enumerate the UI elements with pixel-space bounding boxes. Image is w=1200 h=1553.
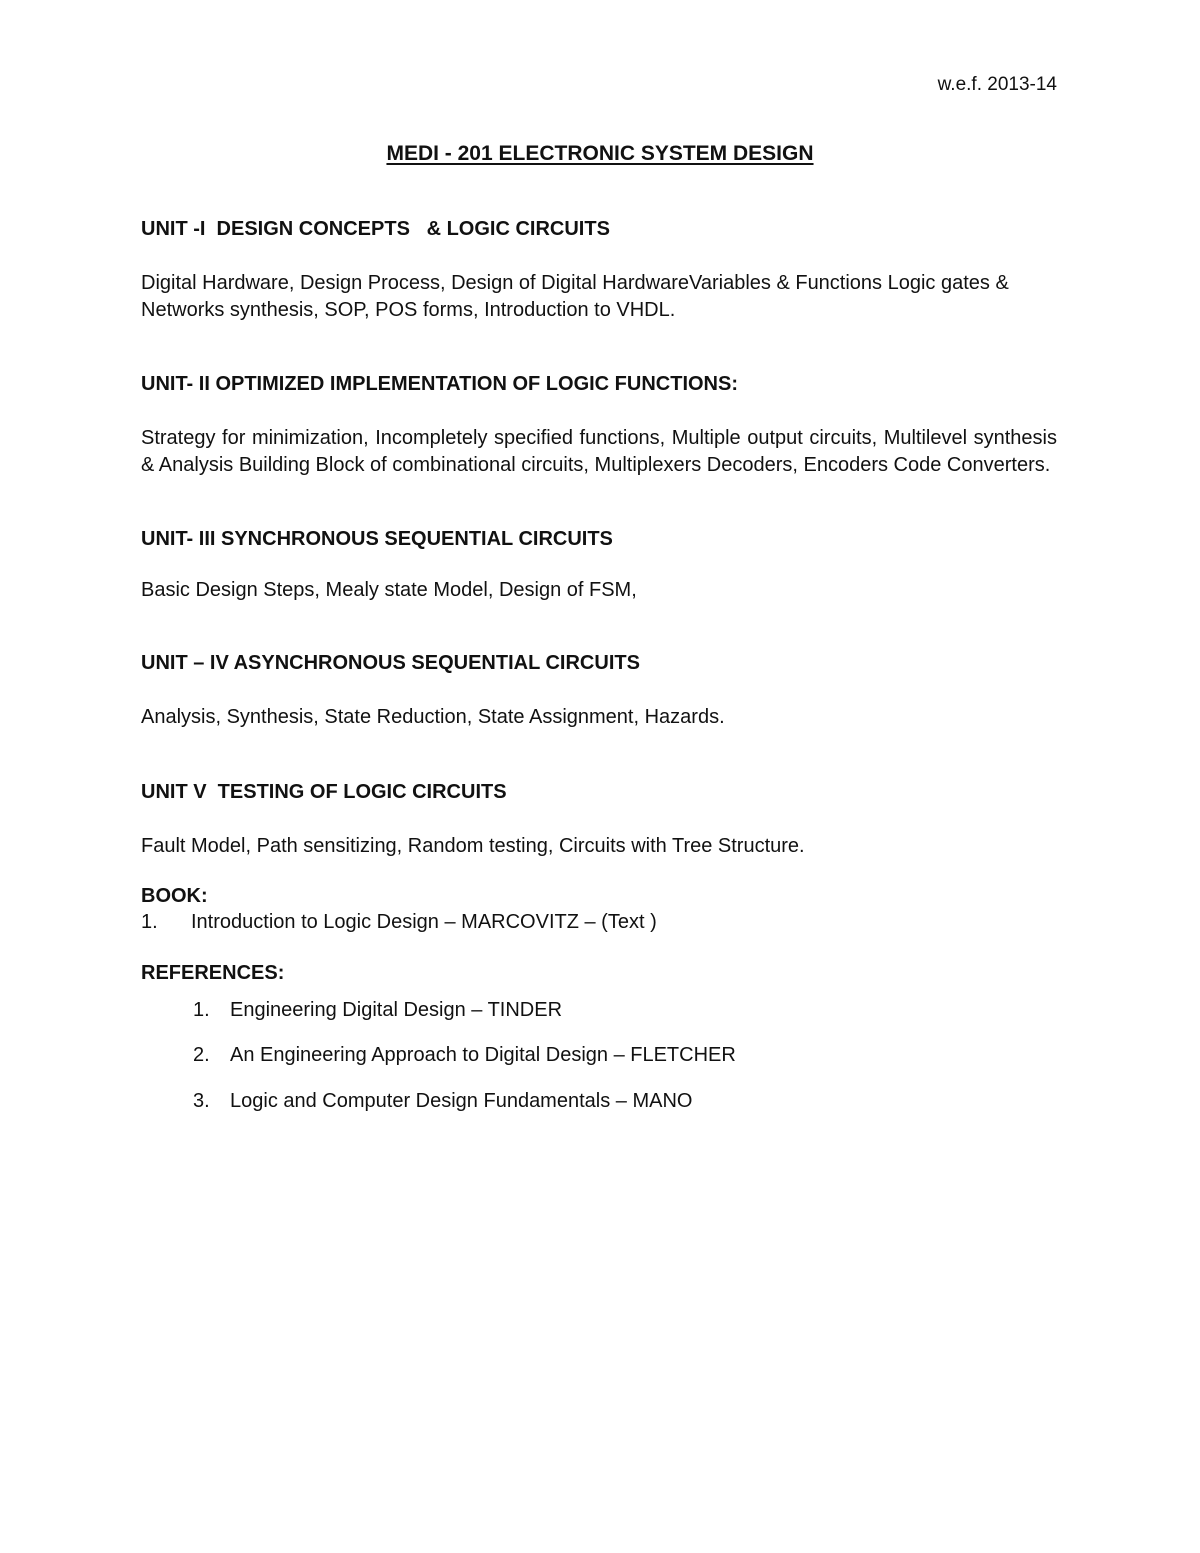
book-item-number: 1. [141,911,158,933]
book-heading-block [141,885,1057,908]
unit-3-body: Basic Design Steps, Mealy state Model, Design of FSM, [141,579,637,601]
unit-1-heading-block [141,218,1057,241]
book-item [141,911,657,934]
unit-1-heading: UNIT -I DESIGN CONCEPTS & LOGIC CIRCUITS [141,218,610,240]
reference-item-number: 3. [193,1090,210,1112]
unit-2-heading: UNIT- II OPTIMIZED IMPLEMENTATION OF LOGIC FUNCTIONS: [141,373,739,395]
unit-4-heading: UNIT – IV ASYNCHRONOUS SEQUENTIAL CIRCUITS [141,652,640,674]
course-title: MEDI - 201 ELECTRONIC SYSTEM DESIGN [386,142,814,165]
reference-item-text: An Engineering Approach to Digital Design – FLETCHER [230,1044,736,1066]
reference-item [193,1044,736,1067]
unit-5-body: Fault Model, Path sensitizing, Random testing, Circuits with Tree Structure. [141,835,805,857]
unit-2-heading-block [141,373,1057,396]
references-heading-block [141,962,1057,985]
reference-item-text: Engineering Digital Design – TINDER [230,999,563,1021]
unit-4-body-block [141,704,1057,731]
effective-date: w.e.f. 2013-14 [937,74,1057,95]
unit-2-body: Strategy for minimization, Incompletely specified functions, Multiple output circuits, Multilevel synthesis & Analysis Building Block of combinational circuits, Multiplexers Decoders, Encoders Code Converters. [141,427,1057,476]
unit-5-heading: UNIT V TESTING OF LOGIC CIRCUITS [141,781,507,803]
unit-4-body: Analysis, Synthesis, State Reduction, State Assignment, Hazards. [141,706,725,728]
unit-5-heading-block [141,781,1057,804]
unit-2-body-block [141,425,1057,479]
reference-item-text: Logic and Computer Design Fundamentals – MANO [230,1090,693,1112]
unit-3-heading: UNIT- III SYNCHRONOUS SEQUENTIAL CIRCUITS [141,528,613,550]
reference-item-number: 2. [193,1044,210,1066]
reference-item [193,999,562,1022]
book-heading: BOOK: [141,885,208,907]
references-heading: REFERENCES: [141,962,285,984]
unit-4-heading-block [141,652,1057,675]
unit-1-body: Digital Hardware, Design Process, Design of Digital HardwareVariables & Functions Logic gates & Networks synthesis, SOP, POS forms, Introduction to VHDL. [141,272,1009,321]
unit-3-heading-block [141,528,1057,551]
unit-3-body-block [141,577,1057,604]
reference-item-number: 1. [193,999,210,1021]
reference-item [193,1090,692,1113]
unit-5-body-block [141,833,1057,860]
unit-1-body-block [141,270,1057,324]
book-item-text: Introduction to Logic Design – MARCOVITZ – (Text ) [191,911,657,933]
